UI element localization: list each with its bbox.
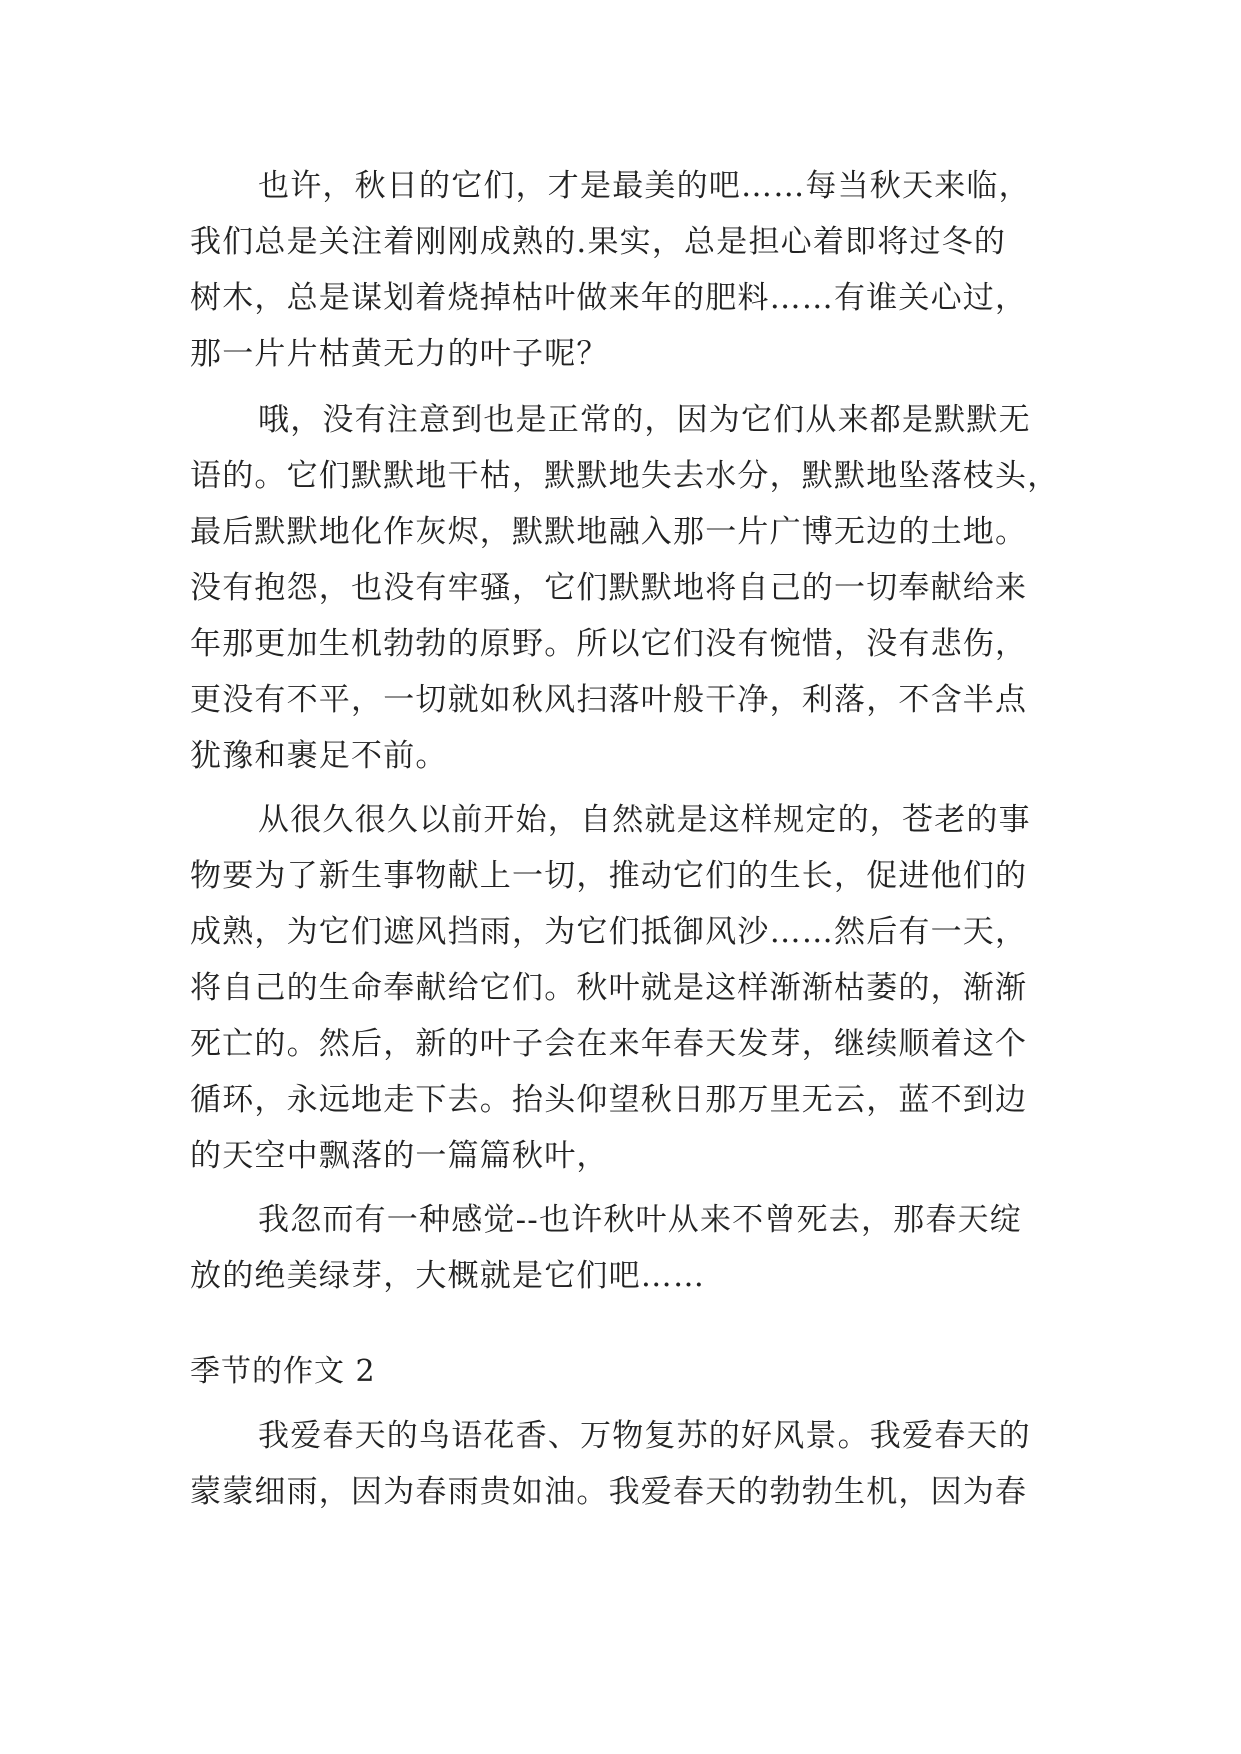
paragraph-3-line-3: 成熟，为它们遮风挡雨，为它们抵御风沙……然后有一天， (190, 914, 1028, 950)
paragraph-2-line-5: 年那更加生机勃勃的原野。所以它们没有惋惜，没有悲伤， (190, 626, 1028, 662)
paragraph-2-line-4: 没有抱怨，也没有牢骚，它们默默地将自己的一切奉献给来 (190, 570, 1028, 606)
paragraph-3-line-5: 死亡的。然后，新的叶子会在来年春天发芽，继续顺着这个 (190, 1026, 1028, 1062)
paragraph-4-line-1: 我忽而有一种感觉--也许秋叶从来不曾死去，那春天绽 (258, 1202, 1022, 1238)
paragraph-5-line-1: 我爱春天的鸟语花香、万物复苏的好风景。我爱春天的 (258, 1418, 1031, 1454)
paragraph-2-line-6: 更没有不平，一切就如秋风扫落叶般干净，利落，不含半点 (190, 682, 1028, 718)
paragraph-1-line-3: 树木，总是谋划着烧掉枯叶做来年的肥料……有谁关心过， (190, 280, 1028, 316)
paragraph-3-line-6: 循环，永远地走下去。抬头仰望秋日那万里无云，蓝不到边 (190, 1082, 1028, 1118)
paragraph-2-line-2: 语的。它们默默地干枯，默默地失去水分，默默地坠落枝头， (190, 458, 1060, 494)
paragraph-2-line-1: 哦，没有注意到也是正常的，因为它们从来都是默默无 (258, 402, 1031, 438)
paragraph-1-line-1: 也许，秋日的它们，才是最美的吧……每当秋天来临， (258, 168, 1031, 204)
paragraph-4-line-2: 放的绝美绿芽，大概就是它们吧…… (190, 1258, 706, 1294)
paragraph-3-line-4: 将自己的生命奉献给它们。秋叶就是这样渐渐枯萎的，渐渐 (190, 970, 1028, 1006)
paragraph-3-line-7: 的天空中飘落的一篇篇秋叶， (190, 1138, 609, 1174)
paragraph-3-line-2: 物要为了新生事物献上一切，推动它们的生长，促进他们的 (190, 858, 1028, 894)
paragraph-5-line-2: 蒙蒙细雨，因为春雨贵如油。我爱春天的勃勃生机，因为春 (190, 1474, 1028, 1510)
paragraph-1-line-4: 那一片片枯黄无力的叶子呢？ (190, 336, 609, 372)
paragraph-1-line-2: 我们总是关注着刚刚成熟的.果实，总是担心着即将过冬的 (190, 224, 1007, 260)
paragraph-3-line-1: 从很久很久以前开始，自然就是这样规定的，苍老的事 (258, 802, 1031, 838)
paragraph-2-line-7: 犹豫和裹足不前。 (190, 738, 448, 774)
paragraph-2-line-3: 最后默默地化作灰烬，默默地融入那一片广博无边的土地。 (190, 514, 1028, 550)
section-title: 季节的作文 2 (190, 1354, 376, 1389)
